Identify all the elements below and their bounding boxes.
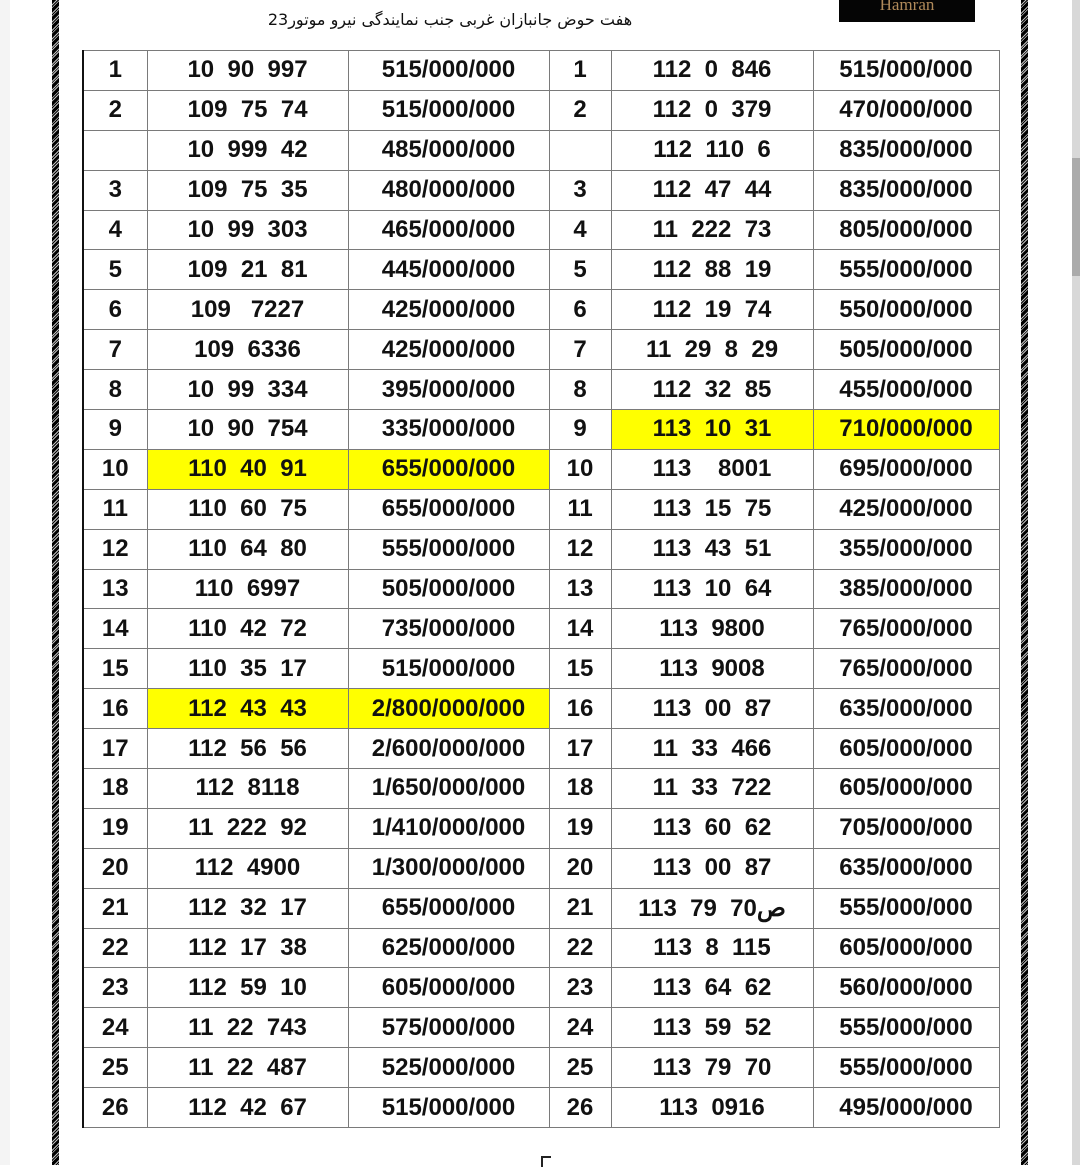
left-price-cell: 2/800/000/000	[348, 689, 549, 729]
left-row-index-cell: 22	[83, 928, 147, 968]
left-price-cell: 515/000/000	[348, 649, 549, 689]
right-plate-number-cell: 113 00 87	[611, 848, 813, 888]
right-plate-number-cell: 112 0 846	[611, 51, 813, 91]
left-row-index-cell: 4	[83, 210, 147, 250]
left-price-cell: 625/000/000	[348, 928, 549, 968]
left-price-cell: 515/000/000	[348, 90, 549, 130]
right-plate-number-cell: 113 0916	[611, 1088, 813, 1128]
left-plate-number-cell: 112 32 17	[147, 888, 348, 928]
left-plate-number-cell: 110 64 80	[147, 529, 348, 569]
left-price-cell: 655/000/000	[348, 888, 549, 928]
left-plate-number-cell: 109 21 81	[147, 250, 348, 290]
right-row-index-cell	[549, 130, 611, 170]
right-plate-number-cell: 11 222 73	[611, 210, 813, 250]
right-plate-number-cell: 113 43 51	[611, 529, 813, 569]
left-row-index-cell: 13	[83, 569, 147, 609]
right-price-cell: 555/000/000	[813, 250, 999, 290]
right-price-cell: 705/000/000	[813, 808, 999, 848]
left-row-index-cell: 6	[83, 290, 147, 330]
left-price-cell: 425/000/000	[348, 290, 549, 330]
table-row	[83, 1048, 999, 1088]
right-price-cell: 385/000/000	[813, 569, 999, 609]
scrollbar-thumb[interactable]	[1072, 158, 1080, 276]
right-plate-number-cell: 113 15 75	[611, 489, 813, 529]
right-price-cell: 495/000/000	[813, 1088, 999, 1128]
left-plate-number-cell: 10 90 754	[147, 410, 348, 450]
right-row-index-cell: 17	[549, 729, 611, 769]
left-price-cell: 465/000/000	[348, 210, 549, 250]
right-price-cell: 835/000/000	[813, 130, 999, 170]
right-plate-number-cell: 113 00 87	[611, 689, 813, 729]
table-row	[83, 529, 999, 569]
plate-price-table	[82, 50, 1000, 1128]
right-row-index-cell: 18	[549, 769, 611, 809]
right-plate-number-cell: 11 29 8 29	[611, 330, 813, 370]
left-row-index-cell: 7	[83, 330, 147, 370]
left-row-index-cell: 17	[83, 729, 147, 769]
right-price-cell: 455/000/000	[813, 370, 999, 410]
decorative-border-left	[52, 0, 59, 1165]
left-row-index-cell: 10	[83, 449, 147, 489]
left-price-cell: 515/000/000	[348, 1088, 549, 1128]
left-plate-number-cell: 11 22 487	[147, 1048, 348, 1088]
right-row-index-cell: 3	[549, 170, 611, 210]
left-row-index-cell: 8	[83, 370, 147, 410]
left-row-index-cell: 11	[83, 489, 147, 529]
left-price-cell: 555/000/000	[348, 529, 549, 569]
table-row	[83, 449, 999, 489]
left-price-cell: 505/000/000	[348, 569, 549, 609]
table-row	[83, 729, 999, 769]
left-plate-number-cell: 112 59 10	[147, 968, 348, 1008]
left-row-index-cell: 9	[83, 410, 147, 450]
left-row-index-cell: 21	[83, 888, 147, 928]
right-row-index-cell: 9	[549, 410, 611, 450]
right-plate-number-cell: 11 33 466	[611, 729, 813, 769]
left-plate-number-cell: 109 75 35	[147, 170, 348, 210]
table-row	[83, 489, 999, 529]
left-plate-number-cell: 10 99 303	[147, 210, 348, 250]
right-plate-number-cell: 112 110 6	[611, 130, 813, 170]
table-row	[83, 130, 999, 170]
left-row-index-cell	[83, 130, 147, 170]
right-row-index-cell: 5	[549, 250, 611, 290]
left-plate-number-cell: 10 90 997	[147, 51, 348, 91]
right-plate-number-cell: 113 59 52	[611, 1008, 813, 1048]
left-plate-number-cell: 10 999 42	[147, 130, 348, 170]
table-row	[83, 290, 999, 330]
right-price-cell: 805/000/000	[813, 210, 999, 250]
right-row-index-cell: 19	[549, 808, 611, 848]
left-row-index-cell: 5	[83, 250, 147, 290]
right-row-index-cell: 22	[549, 928, 611, 968]
right-row-index-cell: 13	[549, 569, 611, 609]
right-plate-number-cell: 112 19 74	[611, 290, 813, 330]
left-price-cell: 1/650/000/000	[348, 769, 549, 809]
left-plate-number-cell: 110 60 75	[147, 489, 348, 529]
right-price-cell: 695/000/000	[813, 449, 999, 489]
right-plate-number-cell: 113 9008	[611, 649, 813, 689]
table-row	[83, 410, 999, 450]
right-row-index-cell: 16	[549, 689, 611, 729]
table-row	[83, 609, 999, 649]
table-row	[83, 689, 999, 729]
table-row	[83, 51, 999, 91]
left-price-cell: 1/300/000/000	[348, 848, 549, 888]
right-row-index-cell: 20	[549, 848, 611, 888]
right-row-index-cell: 12	[549, 529, 611, 569]
right-row-index-cell: 21	[549, 888, 611, 928]
right-price-cell: 765/000/000	[813, 609, 999, 649]
left-plate-number-cell: 112 8118	[147, 769, 348, 809]
right-plate-number-cell: 113 60 62	[611, 808, 813, 848]
right-row-index-cell: 8	[549, 370, 611, 410]
decorative-border-right	[1021, 0, 1028, 1165]
right-price-cell: 635/000/000	[813, 848, 999, 888]
table-row	[83, 1088, 999, 1128]
left-row-index-cell: 20	[83, 848, 147, 888]
left-row-index-cell: 24	[83, 1008, 147, 1048]
right-plate-number-cell: 112 88 19	[611, 250, 813, 290]
left-plate-number-cell: 112 56 56	[147, 729, 348, 769]
left-price-cell: 485/000/000	[348, 130, 549, 170]
left-row-index-cell: 23	[83, 968, 147, 1008]
right-price-cell: 765/000/000	[813, 649, 999, 689]
page-number-mark	[541, 1156, 551, 1167]
table-row	[83, 888, 999, 928]
right-price-cell: 560/000/000	[813, 968, 999, 1008]
table-row	[83, 250, 999, 290]
right-row-index-cell: 4	[549, 210, 611, 250]
right-row-index-cell: 10	[549, 449, 611, 489]
left-price-cell: 395/000/000	[348, 370, 549, 410]
right-plate-number-cell: 112 47 44	[611, 170, 813, 210]
left-price-cell: 735/000/000	[348, 609, 549, 649]
right-plate-number-cell: 112 0 379	[611, 90, 813, 130]
table-row	[83, 968, 999, 1008]
table-row	[83, 848, 999, 888]
document-title: هفت حوض جانبازان غربی جنب نمایندگی نیرو موتور23	[267, 10, 633, 29]
left-price-cell: 655/000/000	[348, 489, 549, 529]
left-price-cell: 480/000/000	[348, 170, 549, 210]
right-row-index-cell: 11	[549, 489, 611, 529]
table-row	[83, 90, 999, 130]
left-plate-number-cell: 112 43 43	[147, 689, 348, 729]
left-row-index-cell: 25	[83, 1048, 147, 1088]
left-row-index-cell: 12	[83, 529, 147, 569]
table-row	[83, 808, 999, 848]
right-row-index-cell: 23	[549, 968, 611, 1008]
left-price-cell: 2/600/000/000	[348, 729, 549, 769]
right-price-cell: 605/000/000	[813, 928, 999, 968]
left-price-cell: 1/410/000/000	[348, 808, 549, 848]
right-price-cell: 425/000/000	[813, 489, 999, 529]
right-price-cell: 505/000/000	[813, 330, 999, 370]
right-row-index-cell: 2	[549, 90, 611, 130]
right-plate-number-cell: 113 10 31	[611, 410, 813, 450]
table-row	[83, 649, 999, 689]
left-row-index-cell: 26	[83, 1088, 147, 1128]
right-price-cell: 555/000/000	[813, 1008, 999, 1048]
right-price-cell: 470/000/000	[813, 90, 999, 130]
left-plate-number-cell: 11 22 743	[147, 1008, 348, 1048]
right-plate-number-cell: 113 8001	[611, 449, 813, 489]
table-row	[83, 170, 999, 210]
logo: Hamran	[839, 0, 975, 22]
left-row-index-cell: 3	[83, 170, 147, 210]
left-row-index-cell: 14	[83, 609, 147, 649]
right-row-index-cell: 7	[549, 330, 611, 370]
table-row	[83, 569, 999, 609]
left-plate-number-cell: 110 35 17	[147, 649, 348, 689]
right-row-index-cell: 25	[549, 1048, 611, 1088]
left-row-index-cell: 15	[83, 649, 147, 689]
table-row	[83, 370, 999, 410]
table-row	[83, 330, 999, 370]
left-plate-number-cell: 109 7227	[147, 290, 348, 330]
left-price-cell: 655/000/000	[348, 449, 549, 489]
right-price-cell: 555/000/000	[813, 1048, 999, 1088]
right-row-index-cell: 1	[549, 51, 611, 91]
left-plate-number-cell: 110 42 72	[147, 609, 348, 649]
left-price-cell: 445/000/000	[348, 250, 549, 290]
right-price-cell: 835/000/000	[813, 170, 999, 210]
table-row	[83, 928, 999, 968]
right-plate-number-cell: 113 8 115	[611, 928, 813, 968]
page-margin	[0, 0, 10, 1165]
left-price-cell: 605/000/000	[348, 968, 549, 1008]
left-price-cell: 335/000/000	[348, 410, 549, 450]
left-plate-number-cell: 11 222 92	[147, 808, 348, 848]
right-plate-number-cell: 113 79 70ص	[611, 888, 813, 928]
left-price-cell: 575/000/000	[348, 1008, 549, 1048]
right-price-cell: 635/000/000	[813, 689, 999, 729]
left-price-cell: 515/000/000	[348, 51, 549, 91]
left-row-index-cell: 19	[83, 808, 147, 848]
right-price-cell: 355/000/000	[813, 529, 999, 569]
left-plate-number-cell: 110 6997	[147, 569, 348, 609]
right-price-cell: 555/000/000	[813, 888, 999, 928]
right-row-index-cell: 26	[549, 1088, 611, 1128]
right-price-cell: 550/000/000	[813, 290, 999, 330]
right-price-cell: 710/000/000	[813, 410, 999, 450]
left-plate-number-cell: 112 42 67	[147, 1088, 348, 1128]
right-row-index-cell: 24	[549, 1008, 611, 1048]
left-plate-number-cell: 112 4900	[147, 848, 348, 888]
left-plate-number-cell: 110 40 91	[147, 449, 348, 489]
right-plate-number-cell: 113 9800	[611, 609, 813, 649]
right-row-index-cell: 14	[549, 609, 611, 649]
right-plate-number-cell: 113 79 70	[611, 1048, 813, 1088]
table-row	[83, 769, 999, 809]
left-row-index-cell: 2	[83, 90, 147, 130]
table-row	[83, 210, 999, 250]
right-plate-number-cell: 112 32 85	[611, 370, 813, 410]
left-row-index-cell: 1	[83, 51, 147, 91]
right-price-cell: 605/000/000	[813, 769, 999, 809]
left-row-index-cell: 16	[83, 689, 147, 729]
left-plate-number-cell: 112 17 38	[147, 928, 348, 968]
right-row-index-cell: 6	[549, 290, 611, 330]
left-row-index-cell: 18	[83, 769, 147, 809]
table-row	[83, 1008, 999, 1048]
left-price-cell: 425/000/000	[348, 330, 549, 370]
left-plate-number-cell: 109 75 74	[147, 90, 348, 130]
right-row-index-cell: 15	[549, 649, 611, 689]
left-price-cell: 525/000/000	[348, 1048, 549, 1088]
right-plate-number-cell: 113 64 62	[611, 968, 813, 1008]
left-plate-number-cell: 10 99 334	[147, 370, 348, 410]
right-plate-number-cell: 113 10 64	[611, 569, 813, 609]
right-price-cell: 605/000/000	[813, 729, 999, 769]
right-plate-number-cell: 11 33 722	[611, 769, 813, 809]
left-plate-number-cell: 109 6336	[147, 330, 348, 370]
right-price-cell: 515/000/000	[813, 51, 999, 91]
